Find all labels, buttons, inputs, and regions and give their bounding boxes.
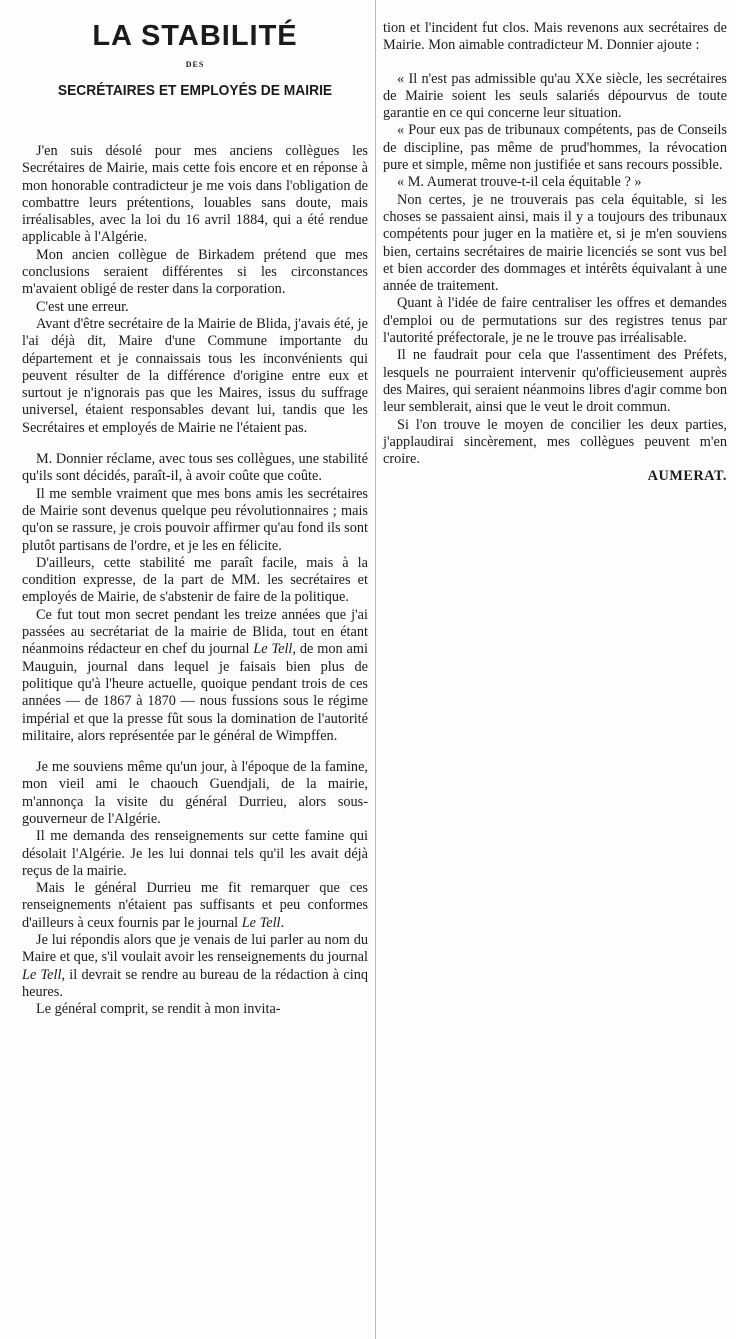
- column-divider: [375, 0, 376, 1339]
- paragraph: D'ailleurs, cette stabilité me paraît facile, mais à la condition expresse, de la part de MM. les secrétaires et employés de Mairie, de s'abstenir de faire de la politique.: [22, 554, 368, 606]
- quote-paragraph: « Il n'est pas admissible qu'au XXe siècle, les secrétaires de Mairie soient les seuls salariés dépourvus de toute garantie en ce qui concerne leur situation.: [383, 70, 727, 122]
- paragraph: Si l'on trouve le moyen de concilier les deux parties, j'applaudirai sincèrement, mes collègues peuvent m'en croire.: [383, 416, 727, 468]
- article-subtitle: SECRÉTAIRES ET EMPLOYÉS DE MAIRIE: [57, 82, 333, 99]
- paragraph: Mon ancien collègue de Birkadem prétend que mes conclusions seraient différentes si les circonstances m'avaient obligé de rester dans la corporation.: [22, 246, 368, 298]
- quote-paragraph: « M. Aumerat trouve-t-il cela équitable ? »: [397, 174, 642, 191]
- paragraph: J'en suis désolé pour mes anciens collègues les Secrétaires de Mairie, mais cette fois encore et en réponse à mon honorable contradicteur je me vois dans l'obligation de combattre leurs prétentions, louables sans doute, mais irréalisables, avec la loi du 16 avril 1884, qui a été rendue applicable à l'Algérie.: [22, 143, 368, 246]
- left-text: [22, 143, 368, 1019]
- left-column: [22, 0, 368, 1019]
- paragraph: Le général comprit, se rendit à mon invita-: [36, 1001, 281, 1018]
- paragraph: Il ne faudrait pour cela que l'assentiment des Préfets, lesquels ne pourraient intervenir qu'officieusement auprès des Maires, qui seraient néanmoins libres d'agir comme bon leur semblerait, ainsi que le veut le droit commun.: [383, 347, 727, 416]
- paragraph: Ce fut tout mon secret pendant les treize années que j'ai passées au secrétariat de la mairie de Blida, tout en étant néanmoins rédacteur en chef du journal Le Tell, de mon ami Mauguin, journal dans lequel je faisais bien plus de politique qu'à l'heure actuelle, quoique pendant trois de ces années — de 1867 à 1870 — nous fussions sous le régime impérial et que la presse fût sous la domination de l'autorité militaire, alors représentée par le général de Wimpffen.: [22, 606, 368, 744]
- right-text: [383, 20, 727, 468]
- paragraph: Il me demanda des renseignements sur cette famine qui désolait l'Algérie. Je les lui donnai tels qu'il les avait déjà reçus de la mairie.: [22, 828, 368, 879]
- paragraph: Il me semble vraiment que mes bons amis les secrétaires de Mairie sont devenus quelque peu révolutionnaires ; mais qu'on se rassure, je crois pouvoir affirmer qu'au fond ils sont plutôt partisans de l'ordre, et je les en félicite.: [22, 485, 368, 554]
- paragraph: Je lui répondis alors que je venais de lui parler au nom du Maire et que, s'il voulait avoir les renseignements du journal Le Tell, il devrait se rendre au bureau de la rédaction à cinq heures.: [22, 932, 368, 1000]
- quote-paragraph: « Pour eux pas de tribunaux compétents, pas de Conseils de discipline, pas même de prud'hommes, la révocation pure et simple, même non justifiée et sans recours possible.: [383, 122, 727, 174]
- paragraph: Mais le général Durrieu me fit remarquer que ces renseignements n'étaient pas suffisants et peu conformes d'ailleurs à ceux fournis par le journal Le Tell.: [22, 880, 368, 931]
- article-title: LA STABILITÉ: [92, 20, 298, 52]
- signature: AUMERAT.: [647, 468, 727, 485]
- paragraph: Non certes, je ne trouverais pas cela équitable, si les choses se passaient ainsi, mais il y a toujours des tribunaux compétents pour juger en la matière et, si je m'en souviens bien, certains secrétaires de mairie licenciés se sont vus bel et bien accorder des dommages et intérêts équivalant à une année de traitement.: [383, 191, 727, 295]
- paragraph: tion et l'incident fut clos. Mais revenons aux secrétaires de Mairie. Mon aimable contradicteur M. Donnier ajoute :: [383, 20, 727, 54]
- paragraph: Quant à l'idée de faire centraliser les offres et demandes d'emploi ou de permutations sur des registres tenus par l'autorité préfectorale, je ne le trouve pas irréalisable.: [383, 295, 727, 347]
- paragraph: C'est une erreur.: [36, 298, 129, 315]
- paragraph: M. Donnier réclame, avec tous ses collègues, une stabilité qu'ils sont décidés, paraît-il, à avoir coûte que coûte.: [22, 451, 368, 485]
- title-connector: DES: [185, 60, 205, 69]
- right-column: [383, 20, 727, 486]
- paragraph: Je me souviens même qu'un jour, à l'époque de la famine, mon vieil ami le chaouch Guendjali, de la mairie, m'annonça la visite du général Durrieu, alors sous-gouverneur de l'Algérie.: [22, 759, 368, 827]
- paragraph: Avant d'être secrétaire de la Mairie de Blida, j'avais été, je l'ai déjà dit, Maire d'une Commune importante du département et je connaissais tous les inconvénients qui peuvent résulter de la différence d'origine entre eux et surtout je n'ignorais pas que les Maires, issus du suffrage universel, étaient responsables devant lui, tandis que les Secrétaires et employés de Mairie ne l'étaient pas.: [22, 315, 368, 436]
